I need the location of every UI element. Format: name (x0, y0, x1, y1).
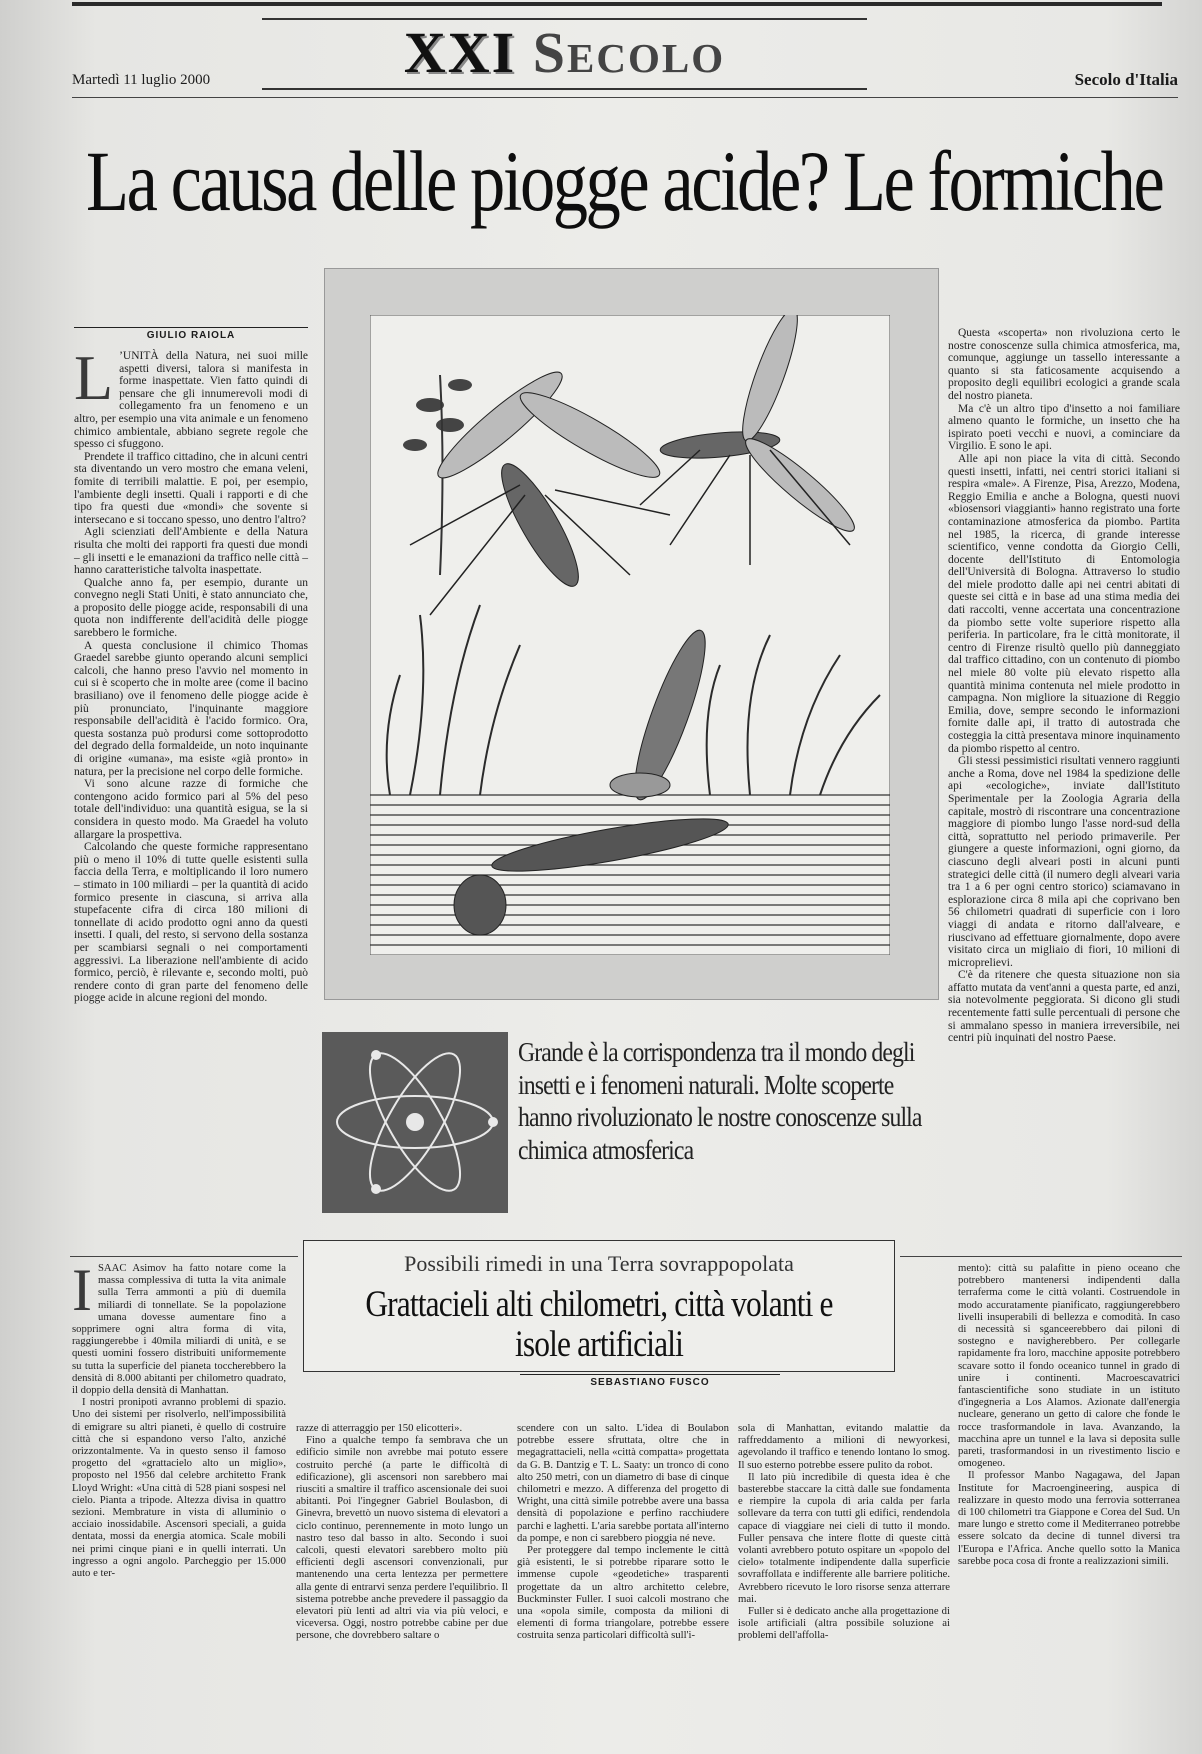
pull-quote: Grande è la corrispondenza tra il mondo degli insetti e i fenomeni naturali. Molte scoperte hanno rivoluzionato le nostre conoscenze sulla chimica atmosferica (518, 1037, 922, 1165)
article2-dropcap: I (72, 1257, 92, 1323)
article2-column-5 (958, 1262, 1180, 1567)
paragraph: Prendete il traffico cittadino, che in alcuni centri sta diventando un vero mostro che emana veleni, fomite di terribili malattie. E poi, per esempio, l'ambiente degli insetti. Quali i rapporti e di che tipo fra questi due «mondi» che sovente si intersecano e si toccano spesso, uno dentro l'altro? (74, 450, 308, 526)
paragraph: Alle api non piace la vita di città. Secondo questi insetti, infatti, nei centri storici italiani si respira «male». A Firenze, Pisa, Arezzo, Modena, Reggio Emilia e anche a Bologna, questi nuovi «biosensori viaggianti» hanno registrato una forte contaminazione atmosferica da piombo. Partita nel 1985, la ricerca, di grande interesse scientifico, venne condotta da Giorgio Celli, docente dell'Istituto di Entomologia dell'Università di Bologna. Attraverso lo studio del miele prodotto dalle api nei centri abitati di queste sei città e in base ad una stima media dei dati raccolti, venne accertata una concentrazione da piombo sette volte superiore rispetto alla periferia. In particolare, fra le città monitorate, il centro di Firenze risultò quello più danneggiato dal traffico cittadino, con un contenuto di piombo nel miele 80 volte più elevato rispetto alla quantità minima contenuta nel miele prodotto in campagna. Non migliore la situazione di Reggio Emilia, dove, sempre secondo le informazioni fornite dalle api, il tratto di autostrada che costeggia la città presentava minore inquinamento da piombo rispetto al centro. (948, 452, 1180, 755)
paragraph: Il professor Manbo Nagagawa, del Japan Institute for Macroengineering, auspica di realizzare in questo modo una ferrovia sotterranea di 100 chilometri tra Giappone e Corea del Sud. Un mare lungo e stretto come il Mediterraneo potrebbe essere solcato da decine di tunnel diversi tra l'Europa e l'Africa. Anche quello sotto la Manica sarebbe poca cosa di fronte a realizzazioni simili. (958, 1469, 1180, 1567)
atom-icon (322, 1032, 508, 1213)
paragraph: Fuller si è dedicato anche alla progettazione di isole artificiali (altra possibile soluzione ai problemi dell'affolla- (738, 1605, 950, 1642)
masthead-title-b: Secolo (532, 20, 726, 85)
paragraph: mento): città su palafitte in pieno oceano che potrebbero mantenersi indipendenti dalla terraferma come le città volanti. Costruendole in modo accuratamente pianificato, raggiungerebbero livelli insuperabili di bellezza e comodità. In caso di necessità si sganceerebbero dai piloni di sostegno e navigherebbero. Per collegarle rapidamente fra loro, macchine apposite potrebbero scavare sotto il fondo oceanico tunnel in grado di unire i continenti. Macroescavatrici fantascientifiche sono studiate in un istituto d'ingegneria a Los Alamos. Azionate dall'energia nucleare, generano un getto di calore che fonde le rocce trasformandole in lava. Avanzando, la macchina apre un tunnel e la lava si deposita sulle pareti, trasformandosi in un rivestimento liscio e omogeneo. (958, 1262, 1180, 1470)
top-rule (72, 2, 1162, 6)
paragraph: Qualche anno fa, per esempio, durante un convegno negli Stati Uniti, è stato annunciato che, a proposito delle piogge acide, responsabili di una quota non indifferente dell'acidità delle piogge sarebbero le formiche. (74, 576, 308, 640)
paragraph: sola di Manhattan, evitando malattie da raffreddamento a milioni di newyorkesi, agevolando il traffico e tenendo lontano lo smog. Il suo esterno potrebbe essere pulito da robot. (738, 1422, 950, 1471)
paragraph: Questa «scoperta» non rivoluziona certo le nostre conoscenze sulla chimica atmosferica, ma, comunque, aggiunge un tassello interessante a quanto si sta faticosamente acquisendo a proposito degli equilibri ecologici a grande scala del nostro pianeta. (948, 327, 1180, 402)
paragraph: Vi sono alcune razze di formiche che contengono acido formico pari al 5% del peso totale dell'individuo: una quantità esigua, se la si considera in questo modo. Ma Graedel ha voluto allargare la prospettiva. (74, 778, 308, 841)
article2-column-2 (296, 1422, 508, 1642)
paragraph: scendere con un salto. L'idea di Boulabon potrebbe essere sfruttata, oltre che in megagrattacieli, nella «città compatta» progettata da G. B. Dantzig e T. L. Saaty: un tronco di cono alto 250 metri, con un diametro di base di cinque chilometri e mezzo. A differenza del progetto di Wright, una città simile potrebbe avere una bassa densità di popolazione e perfino racchiudere parchi e laghetti. L'aria sarebbe portata all'interno da pompe, e non ci sarebbero pioggia né neve. (517, 1422, 729, 1544)
article1-dropcap: L (74, 342, 114, 413)
article2-byline: SEBASTIANO FUSCO (520, 1374, 780, 1388)
paragraph: Calcolando che queste formiche rappresentano più o meno il 10% di tutte quelle esistenti sulla faccia della Terra, e moltiplicando il loro numero – stimato in 100 miliardi – per la quantità di acido formico presente in ciascuna, si arriva alla stupefacente cifra di circa 180 milioni di tonnellate di acido prodotto ogni anno da questi insetti. I quali, del resto, si servono della sostanza per scambiarsi segnali o nei comportamenti aggressivi. La liberazione nell'ambiente di acido formico, perciò, è rilevante e, secondo molti, può rendere conto di gran parte del fenomeno delle piogge acide in alcune regioni del mondo. (74, 841, 308, 1005)
paragraph: ’UNITÀ della Natura, nei suoi mille aspetti diversi, talora si manifesta in forme inaspettate. Vien fatto quindi di pensare che gli innumerevoli modi di collegamento fra un fenomeno e un altro, per esempio una vita animale e un fenomeno chimico ambientale, abbiano segrete regole che spesso ci sfuggono. (74, 350, 308, 451)
paragraph: Agli scienziati dell'Ambiente e della Natura risulta che molti dei rapporti fra questi due mondi – gli insetti e le emanazioni da traffico nelle città – hanno caratteristiche talvolta inaspettate. (74, 526, 308, 577)
article2-kicker: Possibili rimedi in una Terra sovrappopolata (404, 1251, 794, 1276)
paragraph: Gli stessi pessimistici risultati vennero raggiunti anche a Roma, dove nel 1984 la spedizione delle api «ecologiche», inviate dall'Istituto Sperimentale per la Zoologia Agraria della capitale, mostrò di riscontrare una concentrazione maggiore di piombo lungo l'asse nord-sud della città, soprattutto nel periodo primaverile. Per giungere a queste informazioni, ogni giorno, da ciascuno degli alveari posti in alcuni punti strategici delle città (il numero degli alveari varia tra 1 a 6 per ogni centro storico) sciamavano in esplorazione circa 8 mila api che coprivano ben 56 chilometri quadrati di superficie con i loro viaggi di andata e ritorno dall'alveare, e riuscivano ad effettuare giornalmente, dopo avere visitato circa un migliaio di fiori, 10 milioni di microprelievi. (948, 755, 1180, 969)
paragraph: Fino a qualche tempo fa sembrava che un edificio simile non avrebbe mai potuto essere costruito perché (a parte le difficoltà di edificazione), gli ascensori non sarebbero mai riusciti a smaltire il traffico ascensionale dei suoi abitanti. Poi l'ingegner Gabriel Boulasbon, di Ginevra, brevettò un nuovo sistema di elevatori a ciclo continuo, perennemente in moto lungo un nastro teso dal basso in alto. Secondo i suoi calcoli, questi elevatori sarebbero molto più efficienti degli ascensori convenzionali, pur mantenendo una certa lentezza per permettere alla gente di entrarvi senza perdere l'equilibrio. Il sistema potrebbe anche prevedere il passaggio da elevatori più lenti ad altri via via più veloci, e viceversa. Oggi, nostro potrebbe cabine per due persone, che dovrebbero saltare o (296, 1434, 508, 1642)
masthead-title-a: XXI (403, 20, 517, 85)
article1-column-1 (74, 342, 308, 1005)
paragraph: SAAC Asimov ha fatto notare come la massa complessiva di tutta la vita animale sulla Terra ammonti a più di duemila miliardi di tonnellate. Se la popolazione umana dovesse aumentare fino a sopprimere ogni altra forma di vita, raggiungerebbe i 40mila miliardi di unità, e se questi uomini fossero distribuiti uniformemente su tutta la superficie del pianeta toccherebbero la densità di 8.000 abitanti per chilometro quadrato, il doppio della densità di Manhattan. (72, 1262, 286, 1397)
article1-column-3 (948, 327, 1180, 1045)
article2-column-4 (738, 1422, 950, 1642)
paragraph: C'è da ritenere che questa situazione non sia affatto mutata da vent'anni a questa parte, ed anzi, sia notevolmente peggiorata. Si dicono gli studi recentemente fatti sulle percentuali di persone che si ammalano spesso in maniera irreversibile, nei centri più inquinati del nostro Paese. (948, 969, 1180, 1045)
article2-headline: Grattacieli alti chilometri, città volanti e isole artificiali (365, 1284, 833, 1365)
paragraph: Per proteggere dal tempo inclemente le città già esistenti, le si potrebbe riparare sotto le immense cupole «geodetiche» trasparenti progettate da un altro architetto celebre, Buckminster Fuller. I suoi calcoli mostrano che una «opola simile, composta da milioni di elementi di forma triangolare, potrebbe essere costruita senza particolari difficoltà sull'i- (517, 1544, 729, 1642)
article2-column-3 (517, 1422, 729, 1642)
article1-byline: GIULIO RAIOLA (74, 327, 308, 341)
article1-headline: La causa delle piogge acide? Le formiche (86, 133, 1163, 229)
divider (70, 1256, 298, 1257)
divider (900, 1256, 1182, 1257)
mosquito-illustration (324, 268, 939, 1000)
paper-name: Secolo d'Italia (1074, 70, 1178, 89)
mosquito-engraving (370, 315, 890, 955)
masthead (262, 18, 867, 90)
paragraph: razze di atterraggio per 150 elicotteri». (296, 1422, 463, 1434)
issue-date: Martedì 11 luglio 2000 (72, 72, 211, 88)
paragraph: Il lato più incredibile di questa idea è che basterebbe staccare la città dalle sue fondamenta e riempire la cupola di aria calda per farla sollevare da terra con tutti gli edifici, rendendola capace di viaggiare nei cieli di tutto il mondo. Fuller pensava che intere flotte di queste città volanti avrebbero potuto ospitare un «popolo del cielo» totalmente indipendente dalla superficie sovraffollata e indifferente alle barriere politiche. Avrebbero ricevuto le loro risorse senza atterrare mai. (738, 1470, 950, 1605)
article2-column-1 (72, 1257, 286, 1580)
paragraph: A questa conclusione il chimico Thomas Graedel sarebbe giunto operando alcuni semplici calcoli, che hanno preso l'avvio nel momento in cui si è scoperto che in molte aree (come il bacino brasiliano) ove il fenomeno delle piogge acide è più pronunciato, l'inquinante maggiore responsabile dell'acidità è l'acido formico. Ora, questa sostanza può prodursi come sottoprodotto del degrado della formaldeide, un noto inquinante di origine «umana», ma esiste «già pronto» in natura, per la precisione nel corpo delle formiche. (74, 639, 308, 778)
paragraph: I nostri pronipoti avranno problemi di spazio. Uno dei sistemi per risolverlo, nell'impossibilità di emigrare su altri pianeti, è quello di costruire città che si espandono verso l'alto, anziché orizzontalmente. Va in questo senso il famoso progetto del «grattacielo alto un miglio», proposto nel 1956 dal celebre architetto Frank Lloyd Wright: «Una città di 528 piani sospesi nel cielo. Pianta a tripode. Altezza divisa in quattro sezioni. Membrature in vista di alluminio o acciaio inossidabile. Ascensori speciali, a guida dentata, mossi da energia atomica. Scale mobili nei primi cinque piani e in quelli interrati. Un ingresso a ogni angolo. Parcheggio per 15.000 auto e ter- (72, 1396, 286, 1580)
header-rule (72, 97, 1178, 98)
paragraph: Ma c'è un altro tipo d'insetto a noi familiare almeno quanto le formiche, un insetto che ha ispirato poeti vecchi e nuovi, a cominciare da Virgilio. E sono le api. (948, 402, 1180, 453)
article2-header-box (303, 1240, 895, 1372)
